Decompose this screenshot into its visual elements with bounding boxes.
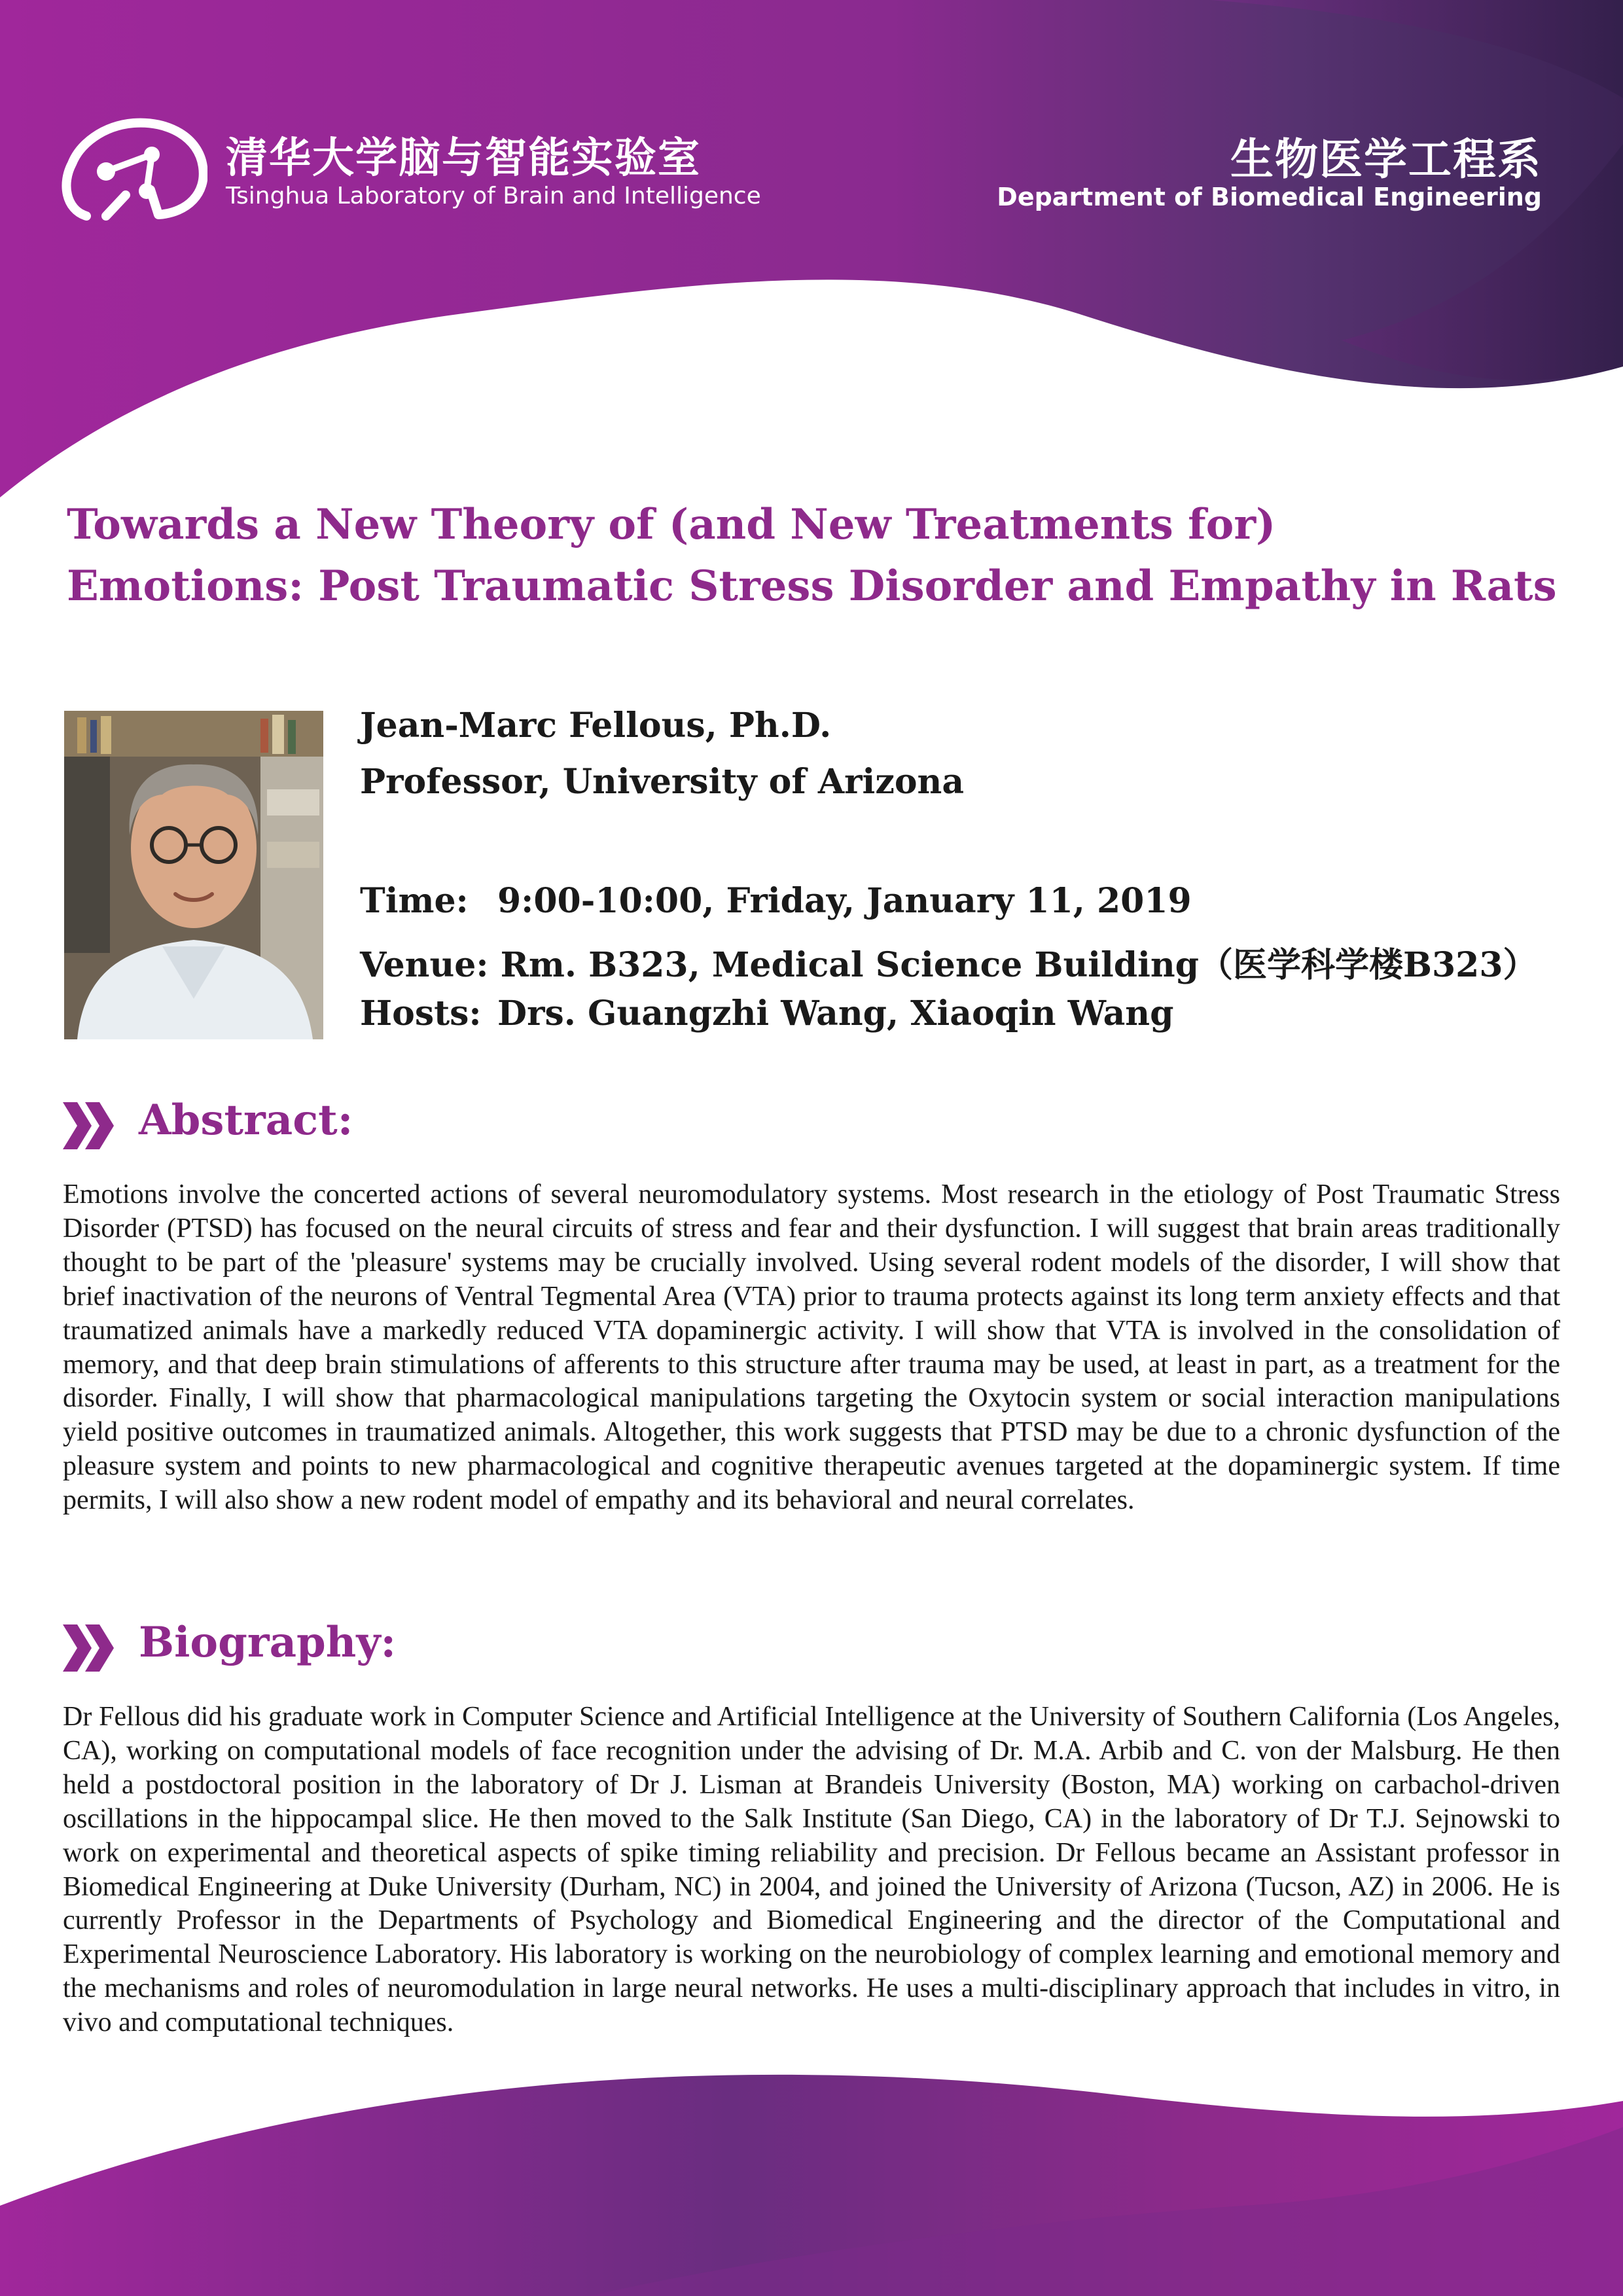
department-name-english: Department of Biomedical Engineering [997,183,1542,211]
double-chevron-right-icon [63,1102,115,1149]
hosts-label: Hosts: [360,994,482,1033]
venue-row [360,937,1537,986]
speaker-affiliation: Professor, University of Arizona [360,762,965,802]
brain-logo-icon [60,118,207,228]
lab-name-chinese: 清华大学脑与智能实验室 [226,134,701,183]
venue-label: Venue: [360,945,489,985]
speaker-photo [64,711,323,1039]
venue-value: Rm. B323, Medical Science Building [500,945,1200,985]
hosts-value: Drs. Guangzhi Wang, Xiaoqin Wang [497,994,1174,1033]
biography-text: Dr Fellous did his graduate work in Computer Science and Artificial Intelligence at the University of Southern California (Los Angeles, CA), working on computational models of face recognition under the advising of Dr. M.A. Arbib and C. von der Malsburg. He then held a postdoctoral position in the laboratory of Dr J. Lisman at Brandeis University (Boston, MA) working on carbachol-driven oscillations in the hippocampal slice. He then moved to the Salk Institute (San Diego, CA) in the laboratory of Dr T.J. Sejnowski to work on experimental and theoretical aspects of spike timing reliability and precision. Dr Fellous became an Assistant professor in Biomedical Engineering at Duke University (Durham, NC) in 2004, and joined the University of Arizona (Tucson, AZ) in 2006. He is currently Professor in the Departments of Psychology and Biomedical Engineering and the director of the Computational and Experimental Neuroscience Laboratory. His laboratory is working on the neurobiology of complex learning and emotional memory and the mechanisms and roles of neuromodulation in large neural networks. He uses a multi-disciplinary approach that includes in vitro, in vivo and computational techniques. [63,1702,1560,2038]
time-row [360,881,1192,921]
department-name-chinese: 生物医学工程系 [1230,134,1542,185]
talk-title-line-1: Towards a New Theory of (and New Treatments for) [67,500,1276,549]
time-value: 9:00-10:00, Friday, January 11, 2019 [497,881,1192,921]
abstract-text: Emotions involve the concerted actions of several neuromodulatory systems. Most research in the etiology of Post Traumatic Stress Disorder (PTSD) has focused on the neural circuits of stress and fear and their dysfunction. I will suggest that brain areas traditionally thought to be part of the 'pleasure' systems may be crucially involved. Using several rodent models of the disorder, I will show that brief inactivation of the neurons of Ventral Tegmental Area (VTA) prior to trauma protects against its long term anxiety effects and that traumatized animals have a markedly reduced VTA dopaminergic activity. I will show that VTA is involved in the consolidation of memory, and that deep brain stimulations of afferents to this structure after trauma may be used, at least in part, as a treatment for the disorder. Finally, I will show that pharmacological manipulations targeting the Oxytocin system or social interaction manipulations yield positive outcomes in traumatized animals. Altogether, this work suggests that PTSD may be due to a chronic dysfunction of the pleasure system and points to new pharmacological and cognitive therapeutic avenues targeted at the dopaminergic system. If time permits, I will also show a new rodent model of empathy and its behavioral and neural correlates. [63,1179,1560,1516]
hosts-row [360,994,1173,1033]
double-chevron-right-icon [63,1624,115,1672]
abstract-heading: Abstract: [139,1096,353,1145]
talk-title-line-2: Emotions: Post Traumatic Stress Disorder and Empathy in Rats [67,562,1557,611]
footer-banner [0,2055,1623,2296]
venue-chinese: （医学科学楼B323） [1199,945,1537,985]
lab-name-english: Tsinghua Laboratory of Brain and Intelligence [226,183,761,209]
talk-title [67,494,1572,617]
biography-heading: Biography: [139,1618,397,1667]
time-label: Time: [360,881,469,921]
header-banner [0,0,1623,497]
speaker-name: Jean-Marc Fellous, Ph.D. [360,706,832,745]
